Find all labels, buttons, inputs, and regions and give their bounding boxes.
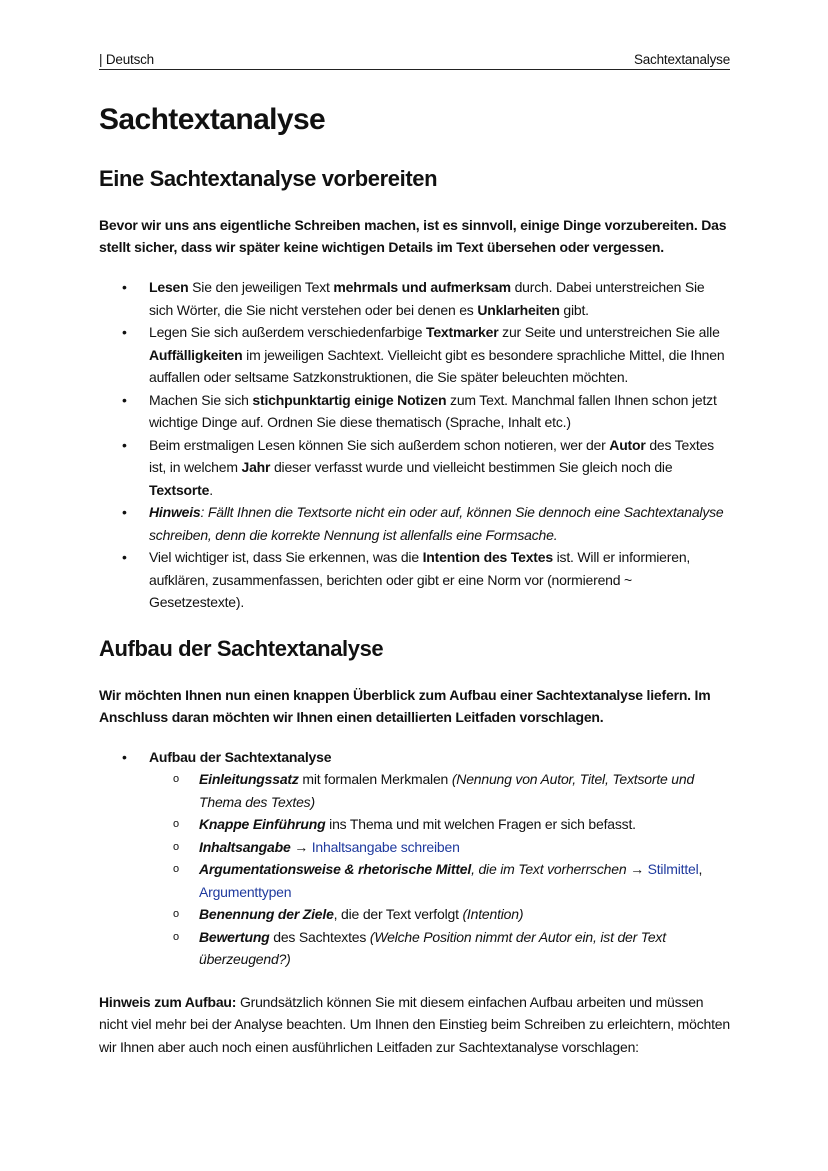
link-argumenttypen[interactable]: Argumenttypen — [199, 883, 292, 900]
list-item: • Machen Sie sich stichpunktartig einige Notizen zum Text. Manchmal fallen Ihnen schon jetzt wichtige Dinge auf. Ordnen Sie diese thematisch (Sprache, Inhalt etc.) — [149, 389, 730, 434]
list-item: o Knappe Einführung ins Thema und mit welchen Fragen er sich befasst. — [199, 813, 730, 836]
list-item: • Hinweis: Fällt Ihnen die Textsorte nicht ein oder auf, können Sie dennoch eine Sachtextanalyse schreiben, denn die korrekte Nennung ist allenfalls eine Formsache. — [149, 501, 730, 546]
section-heading-structure: Aufbau der Sachtextanalyse — [99, 635, 384, 661]
structure-sub-list — [149, 768, 730, 971]
structure-bullet-list — [99, 746, 730, 971]
page-header — [99, 52, 730, 70]
list-item: • Lesen Sie den jeweiligen Text mehrmals und aufmerksam durch. Dabei unterstreichen Sie sich Wörter, die Sie nicht verstehen oder bei denen es Unklarheiten gibt. — [149, 276, 730, 321]
header-topic: Sachtextanalyse — [633, 52, 730, 67]
list-item: • Viel wichtiger ist, dass Sie erkennen, was die Intention des Textes ist. Will er informieren, aufklären, zusammenfassen, berichten oder gibt er eine Norm vor (normierend ~ Gesetzestexte). — [149, 546, 730, 614]
list-item — [149, 746, 730, 971]
link-inhaltsangabe[interactable]: Inhaltsangabe schreiben — [311, 838, 460, 855]
prepare-bullet-list — [99, 276, 730, 614]
section-intro-structure: Wir möchten Ihnen nun einen knappen Überblick zum Aufbau einer Sachtextanalyse liefern. Im Anschluss daran möchten wir Ihnen einen detaillierten Leitfaden vorschlagen. — [99, 686, 711, 725]
structure-list-title: Aufbau der Sachtextanalyse — [149, 748, 332, 765]
list-item: o Einleitungssatz mit formalen Merkmalen (Nennung von Autor, Titel, Textsorte und Thema des Textes) — [199, 768, 730, 813]
structure-note-label: Hinweis zum Aufbau: — [99, 993, 237, 1010]
document-content — [99, 100, 730, 1058]
structure-note-text: Grundsätzlich können Sie mit diesem einfachen Aufbau arbeiten und müssen nicht viel mehr bei der Analyse beachten. Um Ihnen den Einstieg beim Schreiben zu erleichtern, möchten wir Ihnen aber auch noch einen ausführlichen Leitfaden zur Sachtextanalyse vorschlagen: — [99, 993, 730, 1055]
list-item: • Beim erstmaligen Lesen können Sie sich außerdem schon notieren, wer der Autor des Textes ist, in welchem Jahr dieser verfasst wurde und vielleicht bestimmen Sie gleich noch die Textsorte. — [149, 434, 730, 502]
header-subject: | Deutsch — [99, 52, 154, 67]
section-heading-prepare: Eine Sachtextanalyse vorbereiten — [99, 166, 438, 191]
structure-note — [99, 991, 730, 1059]
list-item: o Benennung der Ziele, die der Text verfolgt (Intention) — [199, 903, 730, 926]
section-intro-prepare: Bevor wir uns ans eigentliche Schreiben machen, ist es sinnvoll, einige Dinge vorzubereiten. Das stellt sicher, dass wir später keine wichtigen Details im Text übersehen oder vergessen. — [99, 217, 727, 255]
link-stilmittel[interactable]: Stilmittel — [647, 861, 699, 877]
list-item: o Argumentationsweise & rhetorische Mittel, die im Text vorherrschen → Stilmittel, Argumenttypen — [199, 858, 730, 903]
list-item: • Legen Sie sich außerdem verschiedenfarbige Textmarker zur Seite und unterstreichen Sie alle Auffälligkeiten im jeweiligen Sachtext. Vielleicht gibt es besondere sprachliche Mittel, die Ihnen auffallen oder seltsame Satzkonstruktionen, die Sie später beleuchten möchten. — [149, 321, 730, 389]
list-item: o Inhaltsangabe → Inhaltsangabe schreiben — [199, 836, 730, 859]
list-item: o Bewertung des Sachtextes (Welche Position nimmt der Autor ein, ist der Text überzeugend?) — [199, 926, 730, 971]
document-title: Sachtextanalyse — [99, 103, 326, 136]
